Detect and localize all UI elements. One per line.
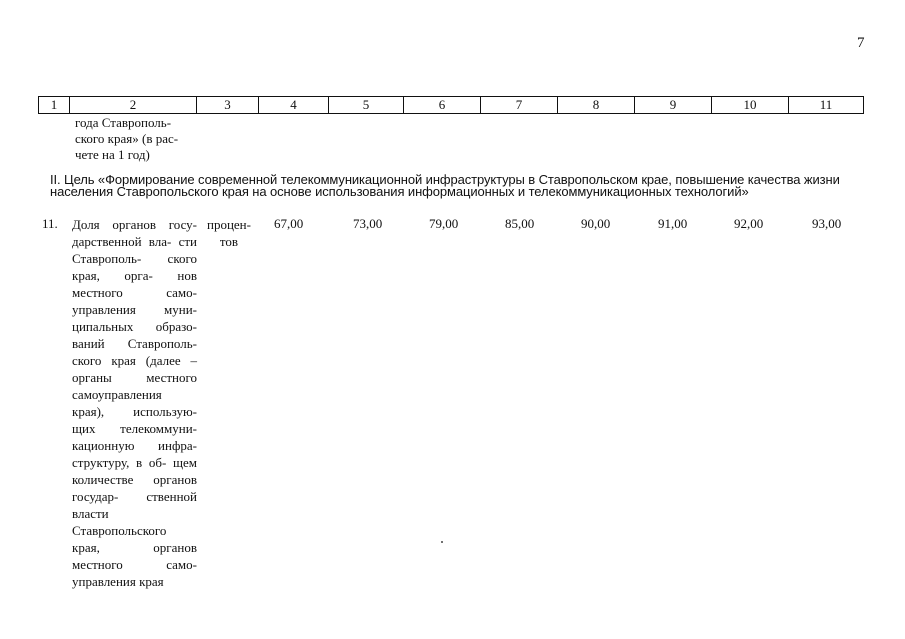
page-number: 7 [857,35,865,51]
column-header-11: 11 [789,97,864,114]
value-cell-col8: 90,00 [581,216,611,231]
column-header-2: 2 [70,97,197,114]
column-header-3: 3 [197,97,259,114]
continued-indicator-text: года Ставрополь- ского края» (в рас- чете на 1 год) [75,115,179,162]
column-header-6: 6 [404,97,481,114]
column-header-row [39,97,864,114]
column-header-8: 8 [558,97,635,114]
column-header-5: 5 [329,97,404,114]
column-header-9: 9 [635,97,712,114]
value-cell-col7: 85,00 [505,216,535,231]
value-cell-col6: 79,00 [429,216,459,231]
column-header-4: 4 [259,97,329,114]
row-number: 11. [42,216,58,231]
unit-cell: процен- тов [207,217,251,249]
indicator-text: Доля органов госу- дарственной вла- сти Ставрополь- ского края, орга- нов местного само- управления муни- ципальных образо- ваний Ставрополь- ского края (далее – органы местного самоуправления края), использую- щих телекоммуни- кационную инфра- структуру, в об- щем количестве органов государ- ственной власти Ставропольского края, органов местного само- управления края [72,217,197,589]
column-header-7: 7 [481,97,558,114]
value-cell-col4: 67,00 [274,216,304,231]
value-cell-col9: 91,00 [658,216,688,231]
goal-heading: II. Цель «Формирование современной телекоммуникационной инфраструктуры в Ставропольском крае, повышение качества жизни населения Ставропольского края на основе использования информационных и телекоммуникационных технологий» [50,172,840,199]
column-header-1: 1 [39,97,70,114]
value-cell-col5: 73,00 [353,216,383,231]
value-cell-col11: 93,00 [812,216,842,231]
value-cell-col10: 92,00 [734,216,764,231]
stray-dot [441,541,443,543]
column-header-table [38,96,864,114]
column-header-10: 10 [712,97,789,114]
